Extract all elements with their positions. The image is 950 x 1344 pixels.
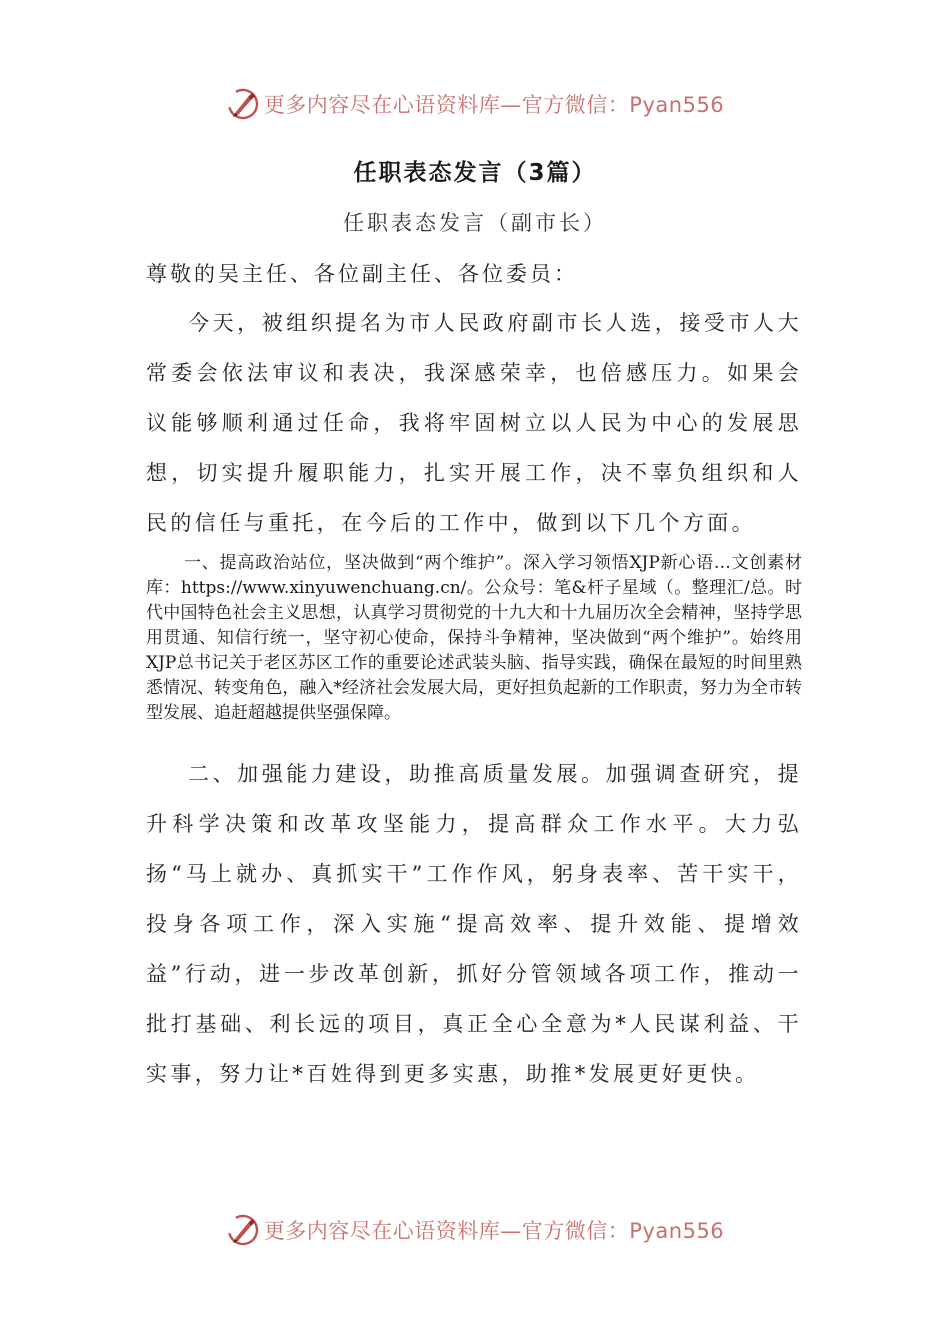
paragraph-intro: 今天，被组织提名为市人民政府副市长人选，接受市人大常委会依法审议和表决，我深感荣幸，也倍感压力。如果会议能够顺利通过任命，我将牢固树立以人民为中心的发展思想，切实提升履职能力，扎实开展工作，决不辜负组织和人民的信任与重托，在今后的工作中，做到以下几个方面。 (146, 311, 802, 535)
document-title: 任职表态发言（3篇） (353, 160, 597, 186)
document-subtitle: 任职表态发言（副市长） (343, 211, 607, 235)
footer-banner-text: 更多内容尽在心语资料库—官方微信：Pyan556 (263, 1219, 725, 1243)
pen-seal-icon (226, 87, 260, 121)
pen-seal-icon (226, 1213, 260, 1247)
header-banner (0, 84, 950, 124)
paragraph-section-two: 二、加强能力建设，助推高质量发展。加强调查研究，提升科学决策和改革攻坚能力，提高群众工作水平。大力弘扬“马上就办、真抓实干”工作作风，躬身表率、苦干实干，投身各项工作，深入实施“提高效率、提升效能、提增效益”行动，进一步改革创新，抓好分管领域各项工作，推动一批打基础、利长远的项目，真正全心全意为*人民谋利益、干实事，努力让*百姓得到更多实惠，助推*发展更好更快。 (146, 762, 802, 1086)
footer-banner (0, 1210, 950, 1250)
header-banner-text: 更多内容尽在心语资料库—官方微信：Pyan556 (263, 93, 725, 117)
paragraph-section-one: 一、提高政治站位，坚决做到“两个维护”。深入学习领悟XJP新心语…文创素材库：https://www.xinyuwenchuang.cn/。公众号：笔&杆子星域（。整理汇/总。时代中国特色社会主义思想，认真学习贯彻党的十九大和十九届历次全会精神，坚持学思用贯通、知信行统一，坚守初心使命，保持斗争精神，坚决做到“两个维护”。始终用XJP总书记关于老区苏区工作的重要论述武装头脑、指导实践，确保在最短的时间里熟悉情况、转变角色，融入*经济社会发展大局，更好担负起新的工作职责，努力为全市转型发展、追赶超越提供坚强保障。 (146, 553, 802, 723)
salutation: 尊敬的吴主任、各位副主任、各位委员： (146, 262, 578, 286)
